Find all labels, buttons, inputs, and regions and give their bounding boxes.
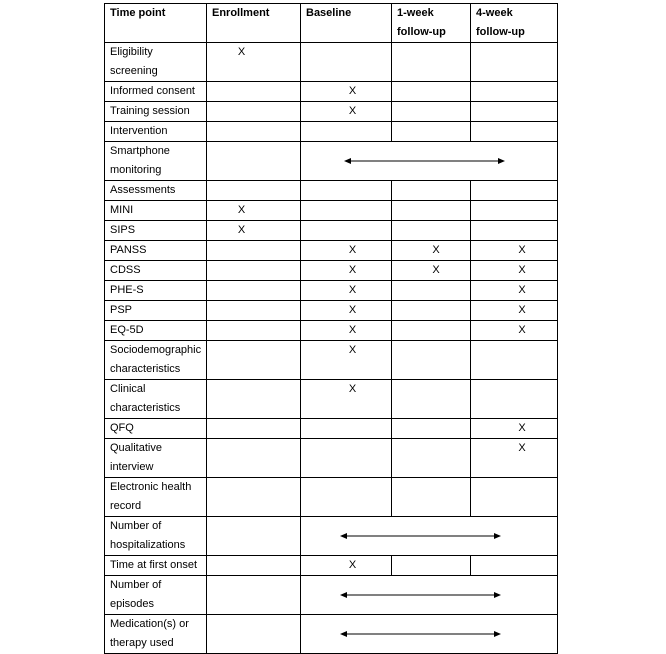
table-row	[105, 261, 558, 281]
empty-cell	[392, 380, 471, 419]
table-row	[105, 102, 558, 122]
empty-cell	[301, 181, 392, 201]
informed-consent-baseline-mark: X	[301, 82, 392, 102]
sociodemographic-baseline-mark: X	[301, 341, 392, 380]
double-arrow-icon	[301, 628, 558, 640]
clinical-baseline-mark: X	[301, 380, 392, 419]
empty-cell	[392, 43, 471, 82]
table-row	[105, 301, 558, 321]
smartphone-monitoring-span	[301, 142, 558, 181]
cdss-4-week-mark: X	[471, 261, 558, 281]
empty-cell	[392, 281, 471, 301]
empty-cell	[471, 478, 558, 517]
qfq-4-week-mark: X	[471, 419, 558, 439]
empty-cell	[471, 102, 558, 122]
row-label-informed-consent: Informed consent	[105, 82, 207, 102]
table-row	[105, 142, 558, 181]
panss-4-week-mark: X	[471, 241, 558, 261]
empty-cell	[471, 181, 558, 201]
table-row	[105, 201, 558, 221]
header-1-week-follow-up	[392, 4, 471, 43]
empty-cell	[392, 181, 471, 201]
empty-cell	[207, 181, 301, 201]
qualitative-4-week-mark: X	[471, 439, 558, 478]
empty-cell	[207, 380, 301, 419]
empty-cell	[301, 419, 392, 439]
empty-cell	[207, 517, 301, 556]
table-row	[105, 321, 558, 341]
table-row	[105, 181, 558, 201]
header-1-week-line1: 1-week	[397, 7, 434, 19]
training-session-baseline-mark: X	[301, 102, 392, 122]
empty-cell	[301, 221, 392, 241]
phe-s-4-week-mark: X	[471, 281, 558, 301]
empty-cell	[392, 478, 471, 517]
row-label-sociodemographic: Sociodemographic characteristics	[105, 341, 207, 380]
table-row	[105, 615, 558, 654]
empty-cell	[301, 478, 392, 517]
cdss-1-week-mark: X	[392, 261, 471, 281]
empty-cell	[207, 478, 301, 517]
header-baseline: Baseline	[301, 4, 392, 43]
table-row	[105, 82, 558, 102]
empty-cell	[392, 221, 471, 241]
episodes-span	[301, 576, 558, 615]
row-label-ehr: Electronic health record	[105, 478, 207, 517]
empty-cell	[392, 301, 471, 321]
empty-cell	[207, 341, 301, 380]
empty-cell	[207, 439, 301, 478]
empty-cell	[207, 82, 301, 102]
row-label-eq-5d: EQ-5D	[105, 321, 207, 341]
table-row	[105, 556, 558, 576]
empty-cell	[471, 341, 558, 380]
table-row	[105, 439, 558, 478]
empty-cell	[392, 122, 471, 142]
empty-cell	[207, 321, 301, 341]
table-row	[105, 341, 558, 380]
row-label-assessments: Assessments	[105, 181, 207, 201]
empty-cell	[471, 122, 558, 142]
empty-cell	[207, 615, 301, 654]
empty-cell	[207, 556, 301, 576]
empty-cell	[392, 419, 471, 439]
panss-1-week-mark: X	[392, 241, 471, 261]
empty-cell	[392, 102, 471, 122]
row-label-sips: SIPS	[105, 221, 207, 241]
row-label-cdss: CDSS	[105, 261, 207, 281]
eq-5d-4-week-mark: X	[471, 321, 558, 341]
hospitalizations-span	[301, 517, 558, 556]
row-label-smartphone-monitoring: Smartphone monitoring	[105, 142, 207, 181]
row-label-phe-s: PHE-S	[105, 281, 207, 301]
empty-cell	[207, 301, 301, 321]
empty-cell	[301, 43, 392, 82]
eligibility-enrollment-mark: X	[207, 43, 301, 82]
sips-enrollment-mark: X	[207, 221, 301, 241]
empty-cell	[301, 122, 392, 142]
empty-cell	[207, 419, 301, 439]
empty-cell	[392, 321, 471, 341]
table-row	[105, 43, 558, 82]
row-label-eligibility: Eligibility screening	[105, 43, 207, 82]
row-label-training-session: Training session	[105, 102, 207, 122]
row-label-qualitative: Qualitative interview	[105, 439, 207, 478]
empty-cell	[392, 201, 471, 221]
empty-cell	[471, 43, 558, 82]
medication-span	[301, 615, 558, 654]
empty-cell	[471, 380, 558, 419]
row-label-first-onset: Time at first onset	[105, 556, 207, 576]
row-label-panss: PANSS	[105, 241, 207, 261]
double-arrow-icon	[301, 589, 558, 601]
header-4-week-line1: 4-week	[476, 7, 513, 19]
table-row	[105, 122, 558, 142]
empty-cell	[207, 576, 301, 615]
schedule-table	[104, 3, 558, 654]
mini-enrollment-mark: X	[207, 201, 301, 221]
table-row	[105, 478, 558, 517]
cdss-baseline-mark: X	[301, 261, 392, 281]
empty-cell	[471, 201, 558, 221]
row-label-intervention: Intervention	[105, 122, 207, 142]
phe-s-baseline-mark: X	[301, 281, 392, 301]
empty-cell	[392, 556, 471, 576]
table-row	[105, 221, 558, 241]
empty-cell	[207, 102, 301, 122]
psp-baseline-mark: X	[301, 301, 392, 321]
table-row	[105, 419, 558, 439]
panss-baseline-mark: X	[301, 241, 392, 261]
empty-cell	[471, 221, 558, 241]
table-row	[105, 576, 558, 615]
header-row	[105, 4, 558, 43]
row-label-hospitalizations: Number of hospitalizations	[105, 517, 207, 556]
first-onset-baseline-mark: X	[301, 556, 392, 576]
table-row	[105, 241, 558, 261]
table-row	[105, 380, 558, 419]
row-label-episodes: Number of episodes	[105, 576, 207, 615]
header-4-week-follow-up	[471, 4, 558, 43]
header-enrollment: Enrollment	[207, 4, 301, 43]
row-label-psp: PSP	[105, 301, 207, 321]
double-arrow-icon	[301, 155, 558, 167]
table-row	[105, 281, 558, 301]
header-1-week-line2: follow-up	[397, 26, 446, 38]
empty-cell	[301, 201, 392, 221]
eq-5d-baseline-mark: X	[301, 321, 392, 341]
empty-cell	[207, 281, 301, 301]
empty-cell	[301, 439, 392, 478]
header-4-week-line2: follow-up	[476, 26, 525, 38]
psp-4-week-mark: X	[471, 301, 558, 321]
empty-cell	[392, 82, 471, 102]
header-time-point: Time point	[105, 4, 207, 43]
double-arrow-icon	[301, 530, 558, 542]
empty-cell	[207, 142, 301, 181]
empty-cell	[471, 82, 558, 102]
row-label-medication: Medication(s) or therapy used	[105, 615, 207, 654]
empty-cell	[207, 122, 301, 142]
row-label-clinical: Clinical characteristics	[105, 380, 207, 419]
empty-cell	[392, 341, 471, 380]
empty-cell	[392, 439, 471, 478]
empty-cell	[207, 261, 301, 281]
table-row	[105, 517, 558, 556]
empty-cell	[207, 241, 301, 261]
empty-cell	[471, 556, 558, 576]
row-label-mini: MINI	[105, 201, 207, 221]
row-label-qfq: QFQ	[105, 419, 207, 439]
